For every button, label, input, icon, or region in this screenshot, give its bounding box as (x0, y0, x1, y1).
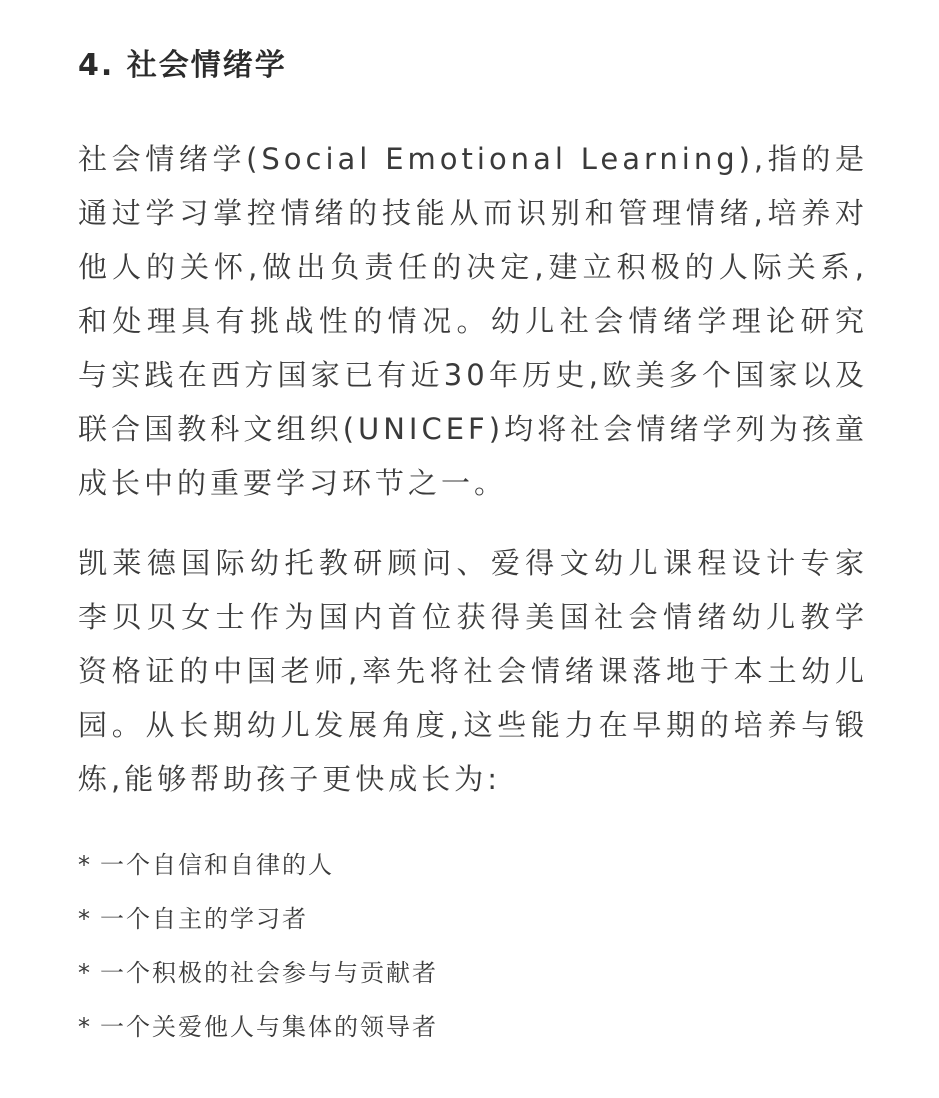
bullet-marker: * (78, 905, 92, 933)
intro-paragraph: 社会情绪学(Social Emotional Learning),指的是通过学习掌控情绪的技能从而识别和管理情绪,培养对他人的关怀,做出负责任的决定,建立积极的人际关系,和处理具有挑战性的情况。幼儿社会情绪学理论研究与实践在西方国家已有近30年历史,欧美多个国家以及联合国教科文组织(UNICEF)均将社会情绪学列为孩童成长中的重要学习环节之一。 (78, 142, 868, 500)
list-item (78, 1000, 868, 1054)
list-item-text: 一个自信和自律的人 (100, 851, 334, 879)
list-item-text: 一个自主的学习者 (100, 905, 308, 933)
section-heading: 4. 社会情绪学 (78, 48, 287, 83)
bullet-marker: * (78, 1013, 92, 1041)
article-body (78, 44, 868, 1054)
teacher-paragraph: 凯莱德国际幼托教研顾问、爱得文幼儿课程设计专家李贝贝女士作为国内首位获得美国社会情绪幼儿教学资格证的中国老师,率先将社会情绪课落地于本土幼儿园。从长期幼儿发展角度,这些能力在早期的培养与锻炼,能够帮助孩子更快成长为: (78, 546, 868, 796)
bullet-marker: * (78, 851, 92, 879)
list-item (78, 838, 868, 892)
list-item (78, 946, 868, 1000)
list-item-text: 一个关爱他人与集体的领导者 (100, 1013, 438, 1041)
bullet-marker: * (78, 959, 92, 987)
list-item (78, 892, 868, 946)
list-item-text: 一个积极的社会参与与贡献者 (100, 959, 438, 987)
growth-goals-list (78, 838, 868, 1054)
